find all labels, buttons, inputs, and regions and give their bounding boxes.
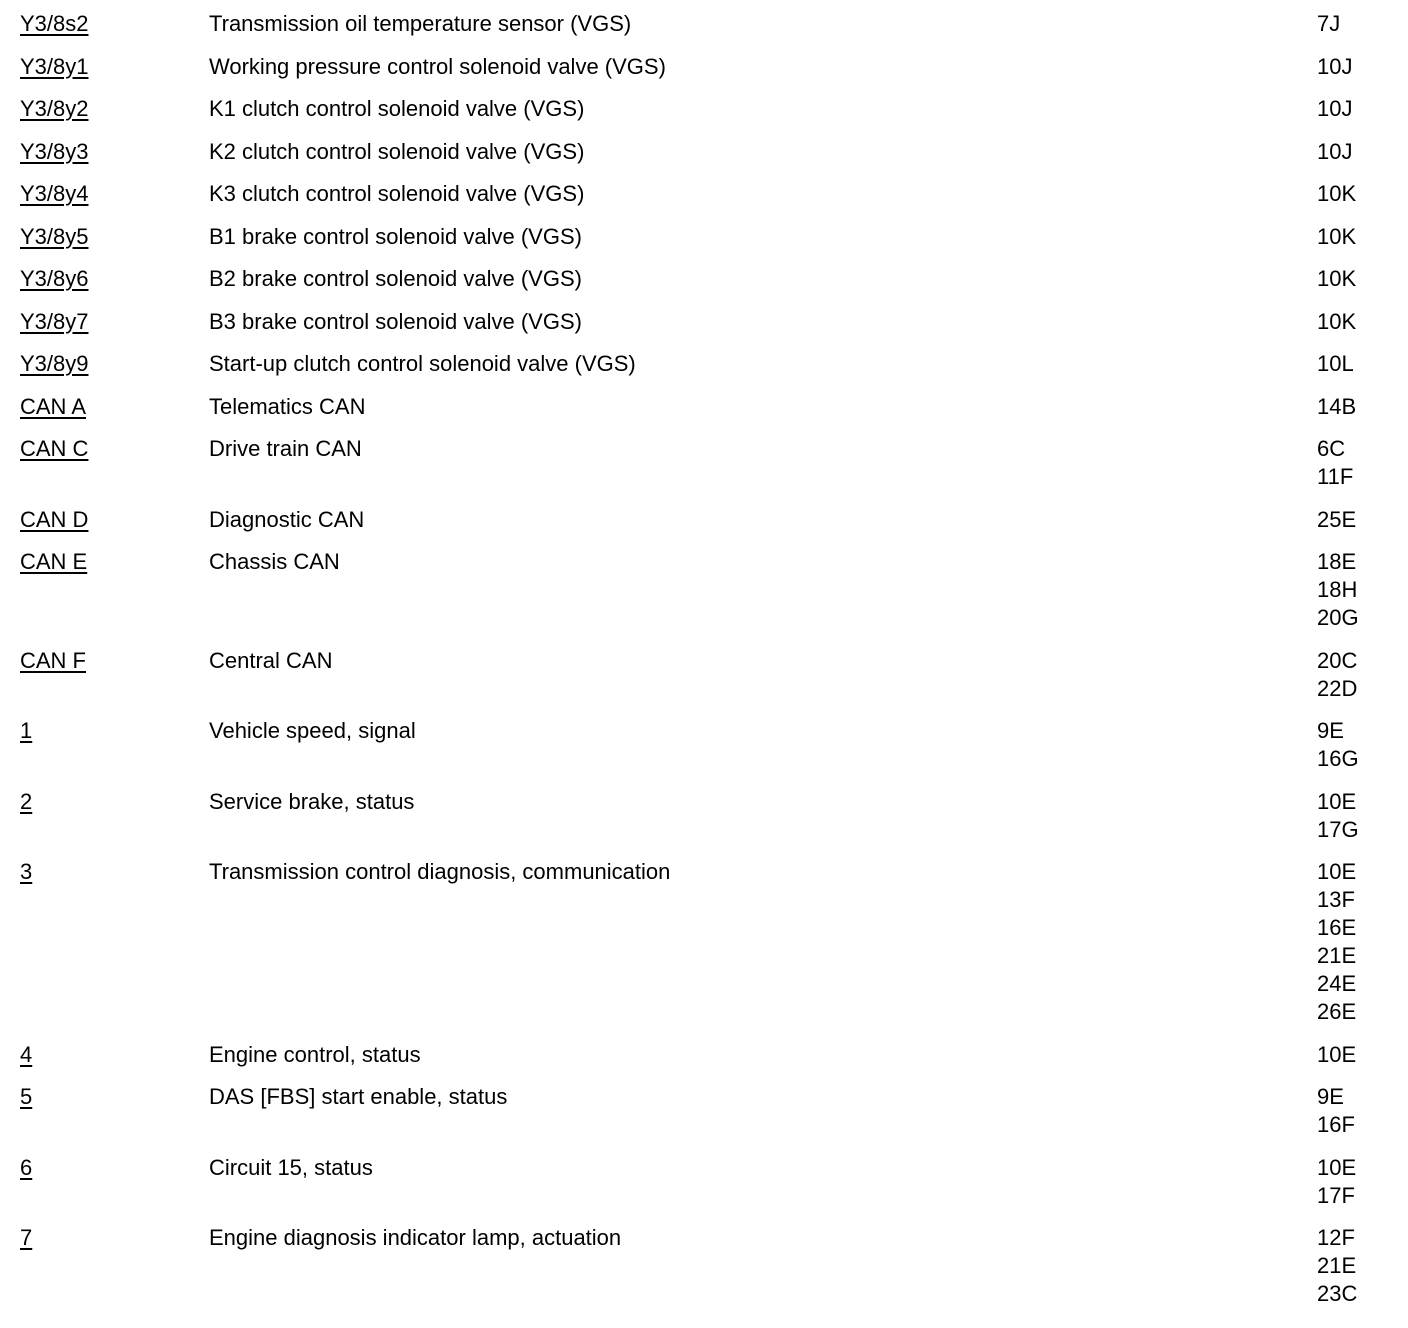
component-code-link[interactable]: CAN D (20, 506, 89, 532)
legend-row (0, 717, 1408, 773)
legend-row (0, 95, 1408, 123)
grid-reference: 16F (1317, 1112, 1355, 1137)
component-code-link[interactable]: 2 (20, 788, 33, 814)
component-code-link[interactable]: 5 (20, 1084, 33, 1109)
legend-row (0, 647, 1408, 703)
component-description: Vehicle speed, signal (209, 718, 416, 743)
grid-reference: 24E (1317, 971, 1357, 996)
component-code-link[interactable]: Y3/8y4 (20, 181, 89, 206)
component-description: B1 brake control solenoid valve (VGS) (209, 223, 582, 249)
component-code-link[interactable]: 4 (20, 1041, 33, 1067)
grid-reference-list (1317, 180, 1356, 208)
component-description: B3 brake control solenoid valve (VGS) (209, 308, 582, 334)
component-code-link[interactable]: Y3/8y5 (20, 223, 89, 249)
grid-reference-list (1317, 1224, 1357, 1308)
legend-row (0, 435, 1408, 491)
grid-reference: 16G (1317, 746, 1359, 771)
grid-reference: 20G (1317, 605, 1359, 630)
grid-reference: 10J (1317, 96, 1353, 121)
grid-reference: 10K (1317, 181, 1357, 206)
component-description: DAS [FBS] start enable, status (209, 1084, 508, 1109)
grid-reference: 10K (1317, 223, 1357, 249)
grid-reference-list (1317, 223, 1356, 251)
component-description: Chassis CAN (209, 549, 340, 574)
grid-reference: 10J (1317, 138, 1353, 164)
grid-reference: 10K (1317, 308, 1357, 334)
grid-reference: 11F (1317, 464, 1354, 489)
component-code-link[interactable]: 6 (20, 1154, 33, 1180)
component-code-link[interactable]: CAN E (20, 549, 88, 574)
grid-reference-list (1317, 548, 1359, 632)
grid-reference-list (1317, 53, 1352, 81)
grid-reference-list (1317, 1154, 1356, 1210)
component-description: Transmission oil temperature sensor (VGS) (209, 11, 632, 36)
grid-reference-list (1317, 308, 1356, 336)
legend-row (0, 10, 1408, 38)
component-code-link[interactable]: Y3/8y3 (20, 138, 89, 164)
component-code-link[interactable]: Y3/8y6 (20, 266, 89, 291)
component-description: B2 brake control solenoid valve (VGS) (209, 266, 582, 291)
component-description: Engine control, status (209, 1041, 421, 1067)
grid-reference-list (1317, 788, 1359, 844)
component-description: Drive train CAN (209, 436, 362, 461)
grid-reference: 17F (1317, 1182, 1355, 1208)
grid-reference-list (1317, 506, 1356, 534)
grid-reference-list (1317, 717, 1359, 773)
grid-reference-list (1317, 1041, 1356, 1069)
legend-row (0, 53, 1408, 81)
grid-reference: 7J (1317, 11, 1341, 36)
component-description: Start-up clutch control solenoid valve (VGS) (209, 351, 636, 376)
grid-reference: 16E (1317, 915, 1357, 940)
grid-reference: 17G (1317, 816, 1359, 842)
component-description: Service brake, status (209, 788, 415, 814)
component-code-link[interactable]: CAN F (20, 647, 86, 673)
component-code-link[interactable]: 3 (20, 859, 33, 884)
grid-reference: 10J (1317, 53, 1353, 79)
grid-reference: 10E (1317, 859, 1357, 884)
legend-row (0, 548, 1408, 632)
grid-reference: 13F (1317, 887, 1355, 912)
grid-reference: 10K (1317, 266, 1357, 291)
legend-row (0, 506, 1408, 534)
grid-reference-list (1317, 95, 1352, 123)
component-description: Telematics CAN (209, 393, 366, 419)
legend-row (0, 138, 1408, 166)
grid-reference: 18E (1317, 549, 1357, 574)
legend-row (0, 265, 1408, 293)
grid-reference-list (1317, 265, 1356, 293)
component-description: Working pressure control solenoid valve (VGS) (209, 53, 666, 79)
component-description: K2 clutch control solenoid valve (VGS) (209, 138, 585, 164)
component-code-link[interactable]: CAN A (20, 393, 87, 419)
grid-reference: 23C (1317, 1281, 1358, 1306)
grid-reference: 12F (1317, 1225, 1355, 1250)
component-code-link[interactable]: 7 (20, 1225, 33, 1250)
component-description: Engine diagnosis indicator lamp, actuation (209, 1225, 622, 1250)
grid-reference-list (1317, 647, 1357, 703)
grid-reference: 18H (1317, 577, 1358, 602)
grid-reference: 9E (1317, 718, 1344, 743)
component-code-link[interactable]: Y3/8y2 (20, 96, 89, 121)
grid-reference: 10E (1317, 1041, 1357, 1067)
grid-reference-list (1317, 1083, 1355, 1139)
legend-row (0, 1154, 1408, 1210)
component-description: K1 clutch control solenoid valve (VGS) (209, 96, 585, 121)
component-description: Circuit 15, status (209, 1154, 373, 1180)
grid-reference-list (1317, 435, 1353, 491)
grid-reference: 21E (1317, 943, 1357, 968)
component-code-link[interactable]: CAN C (20, 436, 89, 461)
grid-reference: 10E (1317, 788, 1357, 814)
legend-row (0, 308, 1408, 336)
grid-reference: 6C (1317, 436, 1346, 461)
component-code-link[interactable]: 1 (20, 718, 33, 743)
grid-reference: 14B (1317, 393, 1357, 419)
legend-row (0, 1224, 1408, 1308)
grid-reference: 10L (1317, 351, 1354, 376)
component-description: K3 clutch control solenoid valve (VGS) (209, 181, 585, 206)
grid-reference: 22D (1317, 675, 1358, 701)
grid-reference-list (1317, 10, 1340, 38)
grid-reference: 21E (1317, 1253, 1357, 1278)
grid-reference-list (1317, 350, 1354, 378)
component-code-link[interactable]: Y3/8s2 (20, 11, 89, 36)
legend-row (0, 180, 1408, 208)
legend-row (0, 1041, 1408, 1069)
grid-reference: 20C (1317, 647, 1358, 673)
legend-row (0, 858, 1408, 1026)
component-code-link[interactable]: Y3/8y1 (20, 53, 89, 79)
legend-row (0, 788, 1408, 844)
component-description: Diagnostic CAN (209, 506, 365, 532)
legend-row (0, 393, 1408, 421)
grid-reference: 10E (1317, 1154, 1357, 1180)
grid-reference-list (1317, 858, 1356, 1026)
legend-row (0, 1083, 1408, 1139)
grid-reference: 26E (1317, 999, 1357, 1024)
grid-reference: 25E (1317, 506, 1357, 532)
component-description: Transmission control diagnosis, communication (209, 859, 671, 884)
legend-row (0, 223, 1408, 251)
component-code-link[interactable]: Y3/8y9 (20, 351, 89, 376)
grid-reference-list (1317, 138, 1352, 166)
component-description: Central CAN (209, 647, 333, 673)
grid-reference-list (1317, 393, 1356, 421)
component-code-link[interactable]: Y3/8y7 (20, 308, 89, 334)
legend-row (0, 350, 1408, 378)
grid-reference: 9E (1317, 1084, 1344, 1109)
